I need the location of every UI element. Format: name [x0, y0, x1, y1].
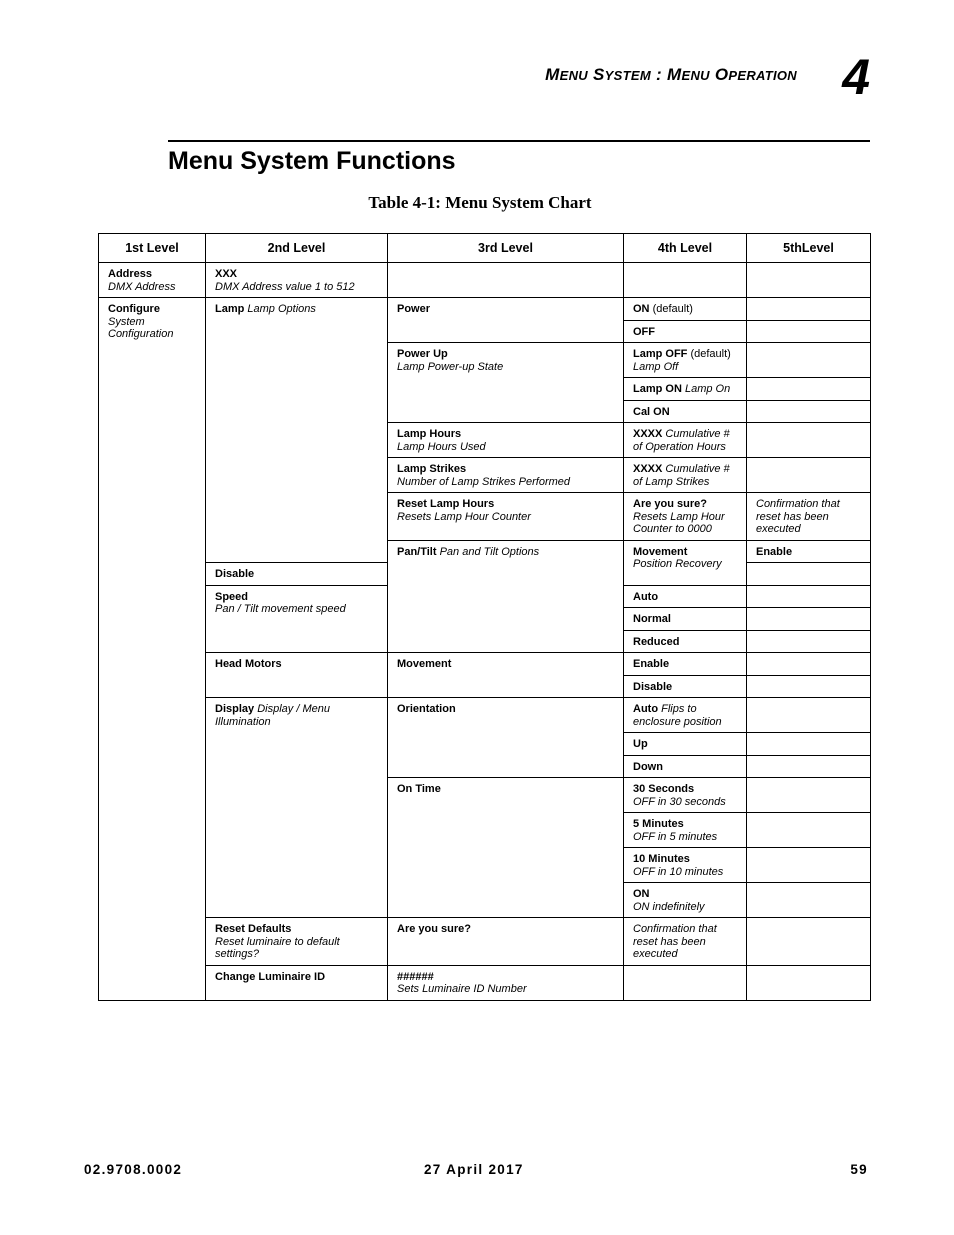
- table-cell: [206, 298, 388, 563]
- chapter-number: 4: [842, 49, 870, 105]
- header-text: M: [667, 65, 682, 84]
- table-header-row: [99, 234, 871, 263]
- table-cell: [388, 778, 624, 918]
- column-header: 1st Level: [99, 234, 206, 263]
- cell-label: Auto: [633, 703, 659, 715]
- cell-label: Are you sure?: [397, 923, 471, 935]
- table-cell: [747, 458, 871, 493]
- table-row: [99, 653, 871, 676]
- cell-label: Reduced: [633, 635, 680, 648]
- cell-label: Enable: [756, 545, 793, 558]
- table-cell: [624, 778, 747, 813]
- header-text: YSTEM: [604, 68, 651, 83]
- cell-label: On Time: [397, 783, 441, 795]
- cell-desc: Lamp Options: [247, 303, 316, 315]
- cell-desc: OFF in 30 seconds: [633, 795, 726, 808]
- table-cell: [747, 540, 871, 563]
- header-text: S: [593, 65, 605, 84]
- cell-desc: Display / Menu Illumination: [215, 703, 330, 728]
- table-cell: [624, 848, 747, 883]
- table-cell: [624, 698, 747, 733]
- table-cell: [747, 400, 871, 423]
- table-cell: [747, 848, 871, 883]
- cell-label: 30 Seconds: [633, 783, 695, 795]
- table-cell: [624, 263, 747, 298]
- table-cell: [388, 540, 624, 653]
- cell-desc: Reset luminaire to default settings?: [215, 935, 340, 960]
- table-cell: [388, 965, 624, 1000]
- cell-label: XXXX: [633, 463, 663, 475]
- table-row: [99, 698, 871, 733]
- cell-label: XXX: [215, 268, 238, 280]
- table-cell: [388, 653, 624, 698]
- menu-system-table: [98, 233, 871, 1001]
- cell-label: Lamp ON: [633, 383, 682, 395]
- cell-label: Movement: [633, 545, 688, 558]
- cell-label: Enable: [633, 658, 670, 670]
- cell-label: Lamp Hours: [397, 428, 462, 440]
- cell-desc: Sets Luminaire ID Number: [397, 983, 527, 995]
- table-cell: [206, 585, 388, 653]
- table-cell: [388, 493, 624, 541]
- cell-label: 10 Minutes: [633, 853, 690, 865]
- table-cell: [624, 675, 747, 698]
- table-cell: [388, 343, 624, 423]
- cell-label: ######: [397, 970, 434, 983]
- table-cell: [747, 733, 871, 756]
- cell-label: Change Luminaire ID: [215, 970, 326, 983]
- header-text: ENU: [559, 68, 588, 83]
- cell-note: (default): [690, 348, 731, 360]
- table-cell: [624, 755, 747, 778]
- table-cell: [747, 883, 871, 918]
- cell-desc: Pan / Tilt movement speed: [215, 603, 346, 615]
- table-cell: [747, 778, 871, 813]
- table-cell: [388, 698, 624, 778]
- cell-label: Reset Lamp Hours: [397, 498, 495, 510]
- table-cell: [624, 883, 747, 918]
- table-cell: [747, 263, 871, 298]
- table-cell: [388, 263, 624, 298]
- header-text: O: [714, 65, 729, 84]
- header-text: PERATION: [728, 68, 797, 83]
- column-header: 5thLevel: [747, 234, 871, 263]
- table-cell: [624, 378, 747, 401]
- cell-label: Configure: [108, 303, 160, 315]
- cell-label: Address: [108, 268, 153, 280]
- cell-label: Disable: [215, 568, 255, 580]
- footer-date: 27 April 2017: [424, 1162, 524, 1177]
- cell-desc: Position Recovery: [633, 558, 722, 570]
- table-cell: [747, 423, 871, 458]
- cell-label: Power Up: [397, 348, 448, 360]
- table-cell: [624, 965, 747, 1000]
- cell-desc: Resets Lamp Hour Counter: [397, 510, 531, 523]
- table-cell: [747, 698, 871, 733]
- table-cell: [624, 423, 747, 458]
- cell-label: Lamp Strikes: [397, 463, 467, 475]
- table-cell: [388, 458, 624, 493]
- cell-note: (default): [652, 303, 693, 315]
- cell-label: Down: [633, 760, 663, 773]
- cell-label: Movement: [397, 658, 452, 670]
- table-cell: [624, 298, 747, 321]
- header-text: ENU: [681, 68, 710, 83]
- table-cell: [624, 343, 747, 378]
- column-header: 4th Level: [624, 234, 747, 263]
- table-cell: [624, 400, 747, 423]
- table-row: [99, 298, 871, 321]
- table-cell: [624, 813, 747, 848]
- table-cell: [206, 698, 388, 918]
- cell-label: Auto: [633, 590, 659, 603]
- cell-label: Lamp: [215, 303, 245, 315]
- table-cell: [747, 630, 871, 653]
- cell-desc: Confirmation that reset has been executed: [756, 498, 840, 535]
- header-separator: :: [656, 65, 662, 84]
- table-cell: [99, 298, 206, 1001]
- table-cell: [747, 755, 871, 778]
- table-cell: [747, 813, 871, 848]
- cell-label: Display: [215, 703, 255, 715]
- cell-label: Disable: [633, 680, 673, 693]
- cell-label: XXXX: [633, 428, 663, 440]
- table-cell: [206, 918, 388, 966]
- cell-desc: System Configuration: [108, 315, 174, 340]
- cell-label: Up: [633, 738, 648, 750]
- column-header: 3rd Level: [388, 234, 624, 263]
- table-row: [99, 263, 871, 298]
- cell-label: Normal: [633, 613, 671, 625]
- table-row: [99, 918, 871, 966]
- title-rule: [168, 140, 870, 142]
- table-cell: [747, 298, 871, 321]
- table-cell: [624, 733, 747, 756]
- cell-label: Cal ON: [633, 405, 670, 418]
- table-cell: [99, 263, 206, 298]
- table-cell: [206, 263, 388, 298]
- cell-label: Power: [397, 303, 431, 315]
- cell-label: Reset Defaults: [215, 923, 292, 935]
- page-title: Menu System Functions: [168, 147, 456, 175]
- table-cell: [747, 493, 871, 541]
- table-cell: [624, 585, 747, 608]
- cell-desc: Pan and Tilt Options: [439, 545, 540, 558]
- footer-doc-number: 02.9708.0002: [84, 1162, 183, 1177]
- table-caption: Table 4-1: Menu System Chart: [368, 193, 592, 212]
- table-cell: [206, 563, 388, 586]
- cell-label: Are you sure?: [633, 498, 707, 510]
- cell-desc: DMX Address value 1 to 512: [215, 280, 355, 293]
- cell-desc: Number of Lamp Strikes Performed: [397, 475, 571, 488]
- table-cell: [747, 585, 871, 608]
- table-cell: [747, 563, 871, 586]
- table-cell: [624, 630, 747, 653]
- table-cell: [747, 653, 871, 676]
- cell-label: Orientation: [397, 703, 456, 715]
- cell-desc: Cumulative # of Lamp Strikes: [633, 463, 730, 488]
- table-cell: [624, 458, 747, 493]
- cell-label: OFF: [633, 325, 655, 338]
- table-cell: [624, 540, 747, 585]
- cell-desc: OFF in 10 minutes: [633, 865, 724, 878]
- column-header: 2nd Level: [206, 234, 388, 263]
- table-cell: [624, 918, 747, 966]
- table-cell: [747, 965, 871, 1000]
- cell-desc: OFF in 5 minutes: [633, 830, 718, 843]
- table-cell: [388, 298, 624, 343]
- header-text: M: [545, 65, 560, 84]
- table-cell: [206, 965, 388, 1000]
- table-row: [99, 965, 871, 1000]
- table-cell: [747, 608, 871, 631]
- table-cell: [388, 918, 624, 966]
- cell-desc: DMX Address: [108, 280, 176, 293]
- table-cell: [206, 653, 388, 698]
- table-cell: [388, 423, 624, 458]
- cell-label: Speed: [215, 590, 249, 603]
- table-cell: [624, 493, 747, 541]
- cell-label: Lamp OFF: [633, 348, 688, 360]
- cell-desc: Lamp Off: [633, 360, 679, 373]
- table-cell: [747, 675, 871, 698]
- cell-label: ON: [633, 888, 650, 900]
- table-cell: [624, 320, 747, 343]
- cell-label: Pan/Tilt: [397, 545, 437, 558]
- cell-label: ON: [633, 303, 650, 315]
- table-cell: [624, 608, 747, 631]
- table-cell: [747, 918, 871, 966]
- cell-label: Head Motors: [215, 658, 282, 670]
- table-cell: [624, 653, 747, 676]
- cell-desc: Lamp Power-up State: [397, 360, 504, 373]
- table-cell: [747, 378, 871, 401]
- cell-desc: ON indefinitely: [633, 900, 705, 913]
- page-number: 59: [850, 1162, 868, 1177]
- running-header: [545, 65, 797, 85]
- cell-desc: Flips to enclosure position: [633, 703, 722, 728]
- cell-desc: Lamp On: [684, 383, 731, 395]
- cell-desc: Lamp Hours Used: [397, 440, 486, 453]
- table-cell: [747, 343, 871, 378]
- cell-label: 5 Minutes: [633, 818, 684, 830]
- cell-desc: Resets Lamp Hour Counter to 0000: [633, 510, 725, 535]
- cell-desc: Confirmation that reset has been executed: [633, 923, 717, 960]
- cell-desc: Cumulative # of Operation Hours: [633, 428, 730, 453]
- table-cell: [747, 320, 871, 343]
